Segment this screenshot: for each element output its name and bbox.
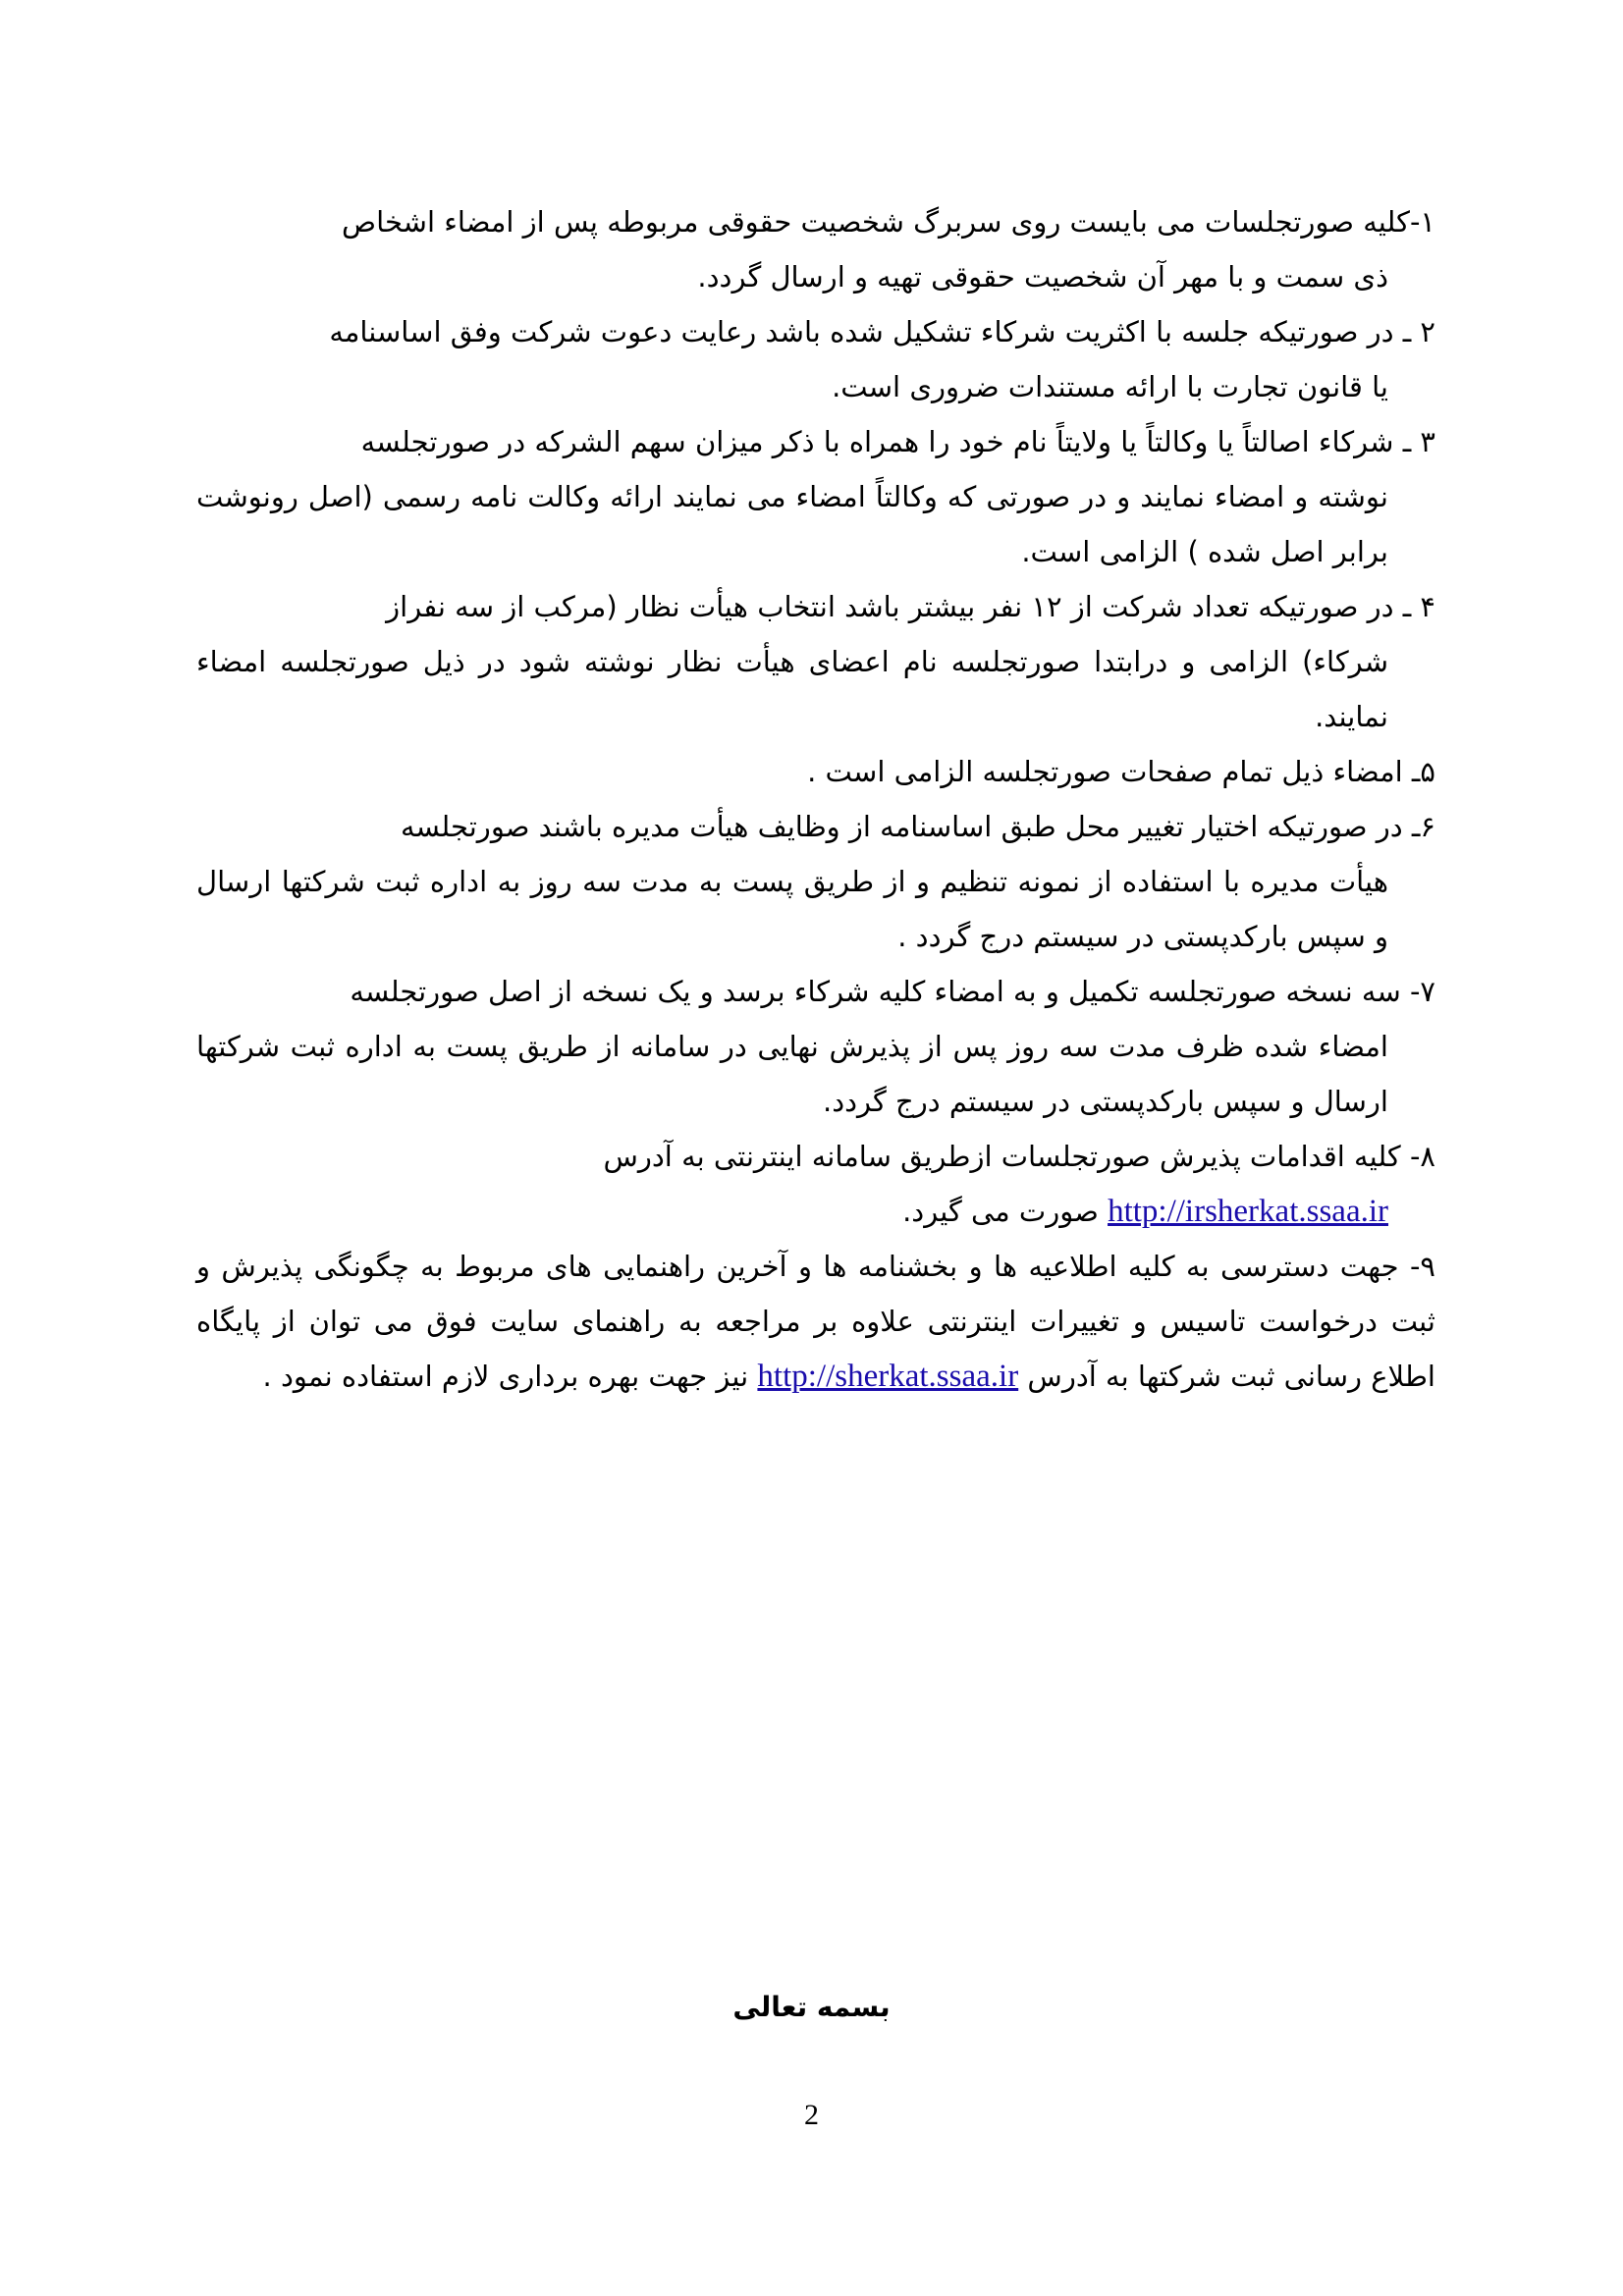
- list-item-text: ۹- جهت دسترسی به کلیه اطلاعیه ها و بخشنامه ها و آخرین راهنمایی های مربوط به چگونگی پذیرش و ثبت درخواست تاسیس و تغییرات اینترنتی علاوه بر مراجعه به راهنمای سایت فوق می توان از پایگاه اطلاع رسانی ثبت شرکتها به آدرس: [196, 1250, 1435, 1393]
- list-item-2: [196, 304, 1435, 414]
- list-item-text: ۸- کلیه اقدامات پذیرش صورتجلسات ازطریق سامانه اینترنتی به آدرس: [603, 1140, 1435, 1173]
- list-item-1: [196, 194, 1435, 304]
- list-item-continuation: امضاء شده ظرف مدت سه روز پس از پذیرش نهایی در سامانه از طریق پست به اداره ثبت شرکتها ارسال و سپس بارکدپستی در سیستم درج گردد.: [196, 1030, 1388, 1118]
- list-item-text: ۳ ـ شرکاء اصالتاً یا وکالتاً یا ولایتاً نام خود را همراه با ذکر میزان سهم الشرکه در صورتجلسه: [360, 425, 1435, 458]
- list-item-tail: نیز جهت بهره برداری لازم استفاده نمود .: [262, 1360, 758, 1393]
- list-item-tail: صورت می گیرد.: [902, 1195, 1109, 1228]
- list-item-3: [196, 414, 1435, 579]
- list-item-text: ۲ ـ در صورتیکه جلسه با اکثریت شرکاء تشکیل شده باشد رعایت دعوت شرکت وفق اساسنامه: [329, 315, 1435, 348]
- list-item-continuation: نوشته و امضاء نمایند و در صورتی که وکالتاً امضاء می نمایند ارائه وکالت نامه رسمی (اصل رونوشت برابر اصل شده ) الزامی است.: [196, 480, 1388, 568]
- list-item-continuation: شرکاء) الزامی و درابتدا صورتجلسه نام اعضای هیأت نظار نوشته شود در ذیل صورتجلسه امضاء نمایند.: [196, 645, 1388, 733]
- list-item-text: ۵ـ امضاء ذیل تمام صفحات صورتجلسه الزامی است .: [807, 755, 1435, 788]
- irsherkat-link[interactable]: http://irsherkat.ssaa.ir: [1108, 1194, 1388, 1229]
- list-item-continuation: یا قانون تجارت با ارائه مستندات ضروری است.: [832, 370, 1388, 403]
- list-item-text: ۴ ـ در صورتیکه تعداد شرکت از ۱۲ نفر بیشتر باشد انتخاب هیأت نظار (مرکب از سه نفراز: [386, 590, 1435, 623]
- document-body: [196, 194, 1435, 1404]
- list-item-continuation: ذی سمت و با مهر آن شخصیت حقوقی تهیه و ارسال گردد.: [697, 260, 1388, 294]
- list-item-continuation: [196, 1184, 1435, 1239]
- sherkat-link[interactable]: http://sherkat.ssaa.ir: [757, 1359, 1019, 1394]
- page-number: 2: [804, 2099, 819, 2131]
- closing-heading: بسمه تعالی: [732, 1991, 891, 2023]
- list-item-9: [196, 1239, 1435, 1404]
- list-item-8: [196, 1129, 1435, 1239]
- list-item-text: ۶ـ در صورتیکه اختیار تغییر محل طبق اساسنامه از وظایف هیأت مدیره باشند صورتجلسه: [401, 810, 1435, 843]
- list-item-text: ۱-کلیه صورتجلسات می بایست روی سربرگ شخصیت حقوقی مربوطه پس از امضاء اشخاص: [342, 205, 1435, 239]
- list-item-4: [196, 579, 1435, 744]
- list-item-continuation: هیأت مدیره با استفاده از نمونه تنظیم و از طریق پست به مدت سه روز به اداره ثبت شرکتها ارسال و سپس بارکدپستی در سیستم درج گردد .: [196, 865, 1388, 953]
- list-item-text: ۷- سه نسخه صورتجلسه تکمیل و به امضاء کلیه شرکاء برسد و یک نسخه از اصل صورتجلسه: [350, 975, 1435, 1008]
- list-item-7: [196, 964, 1435, 1129]
- list-item-5: [196, 744, 1435, 799]
- list-item-6: [196, 799, 1435, 964]
